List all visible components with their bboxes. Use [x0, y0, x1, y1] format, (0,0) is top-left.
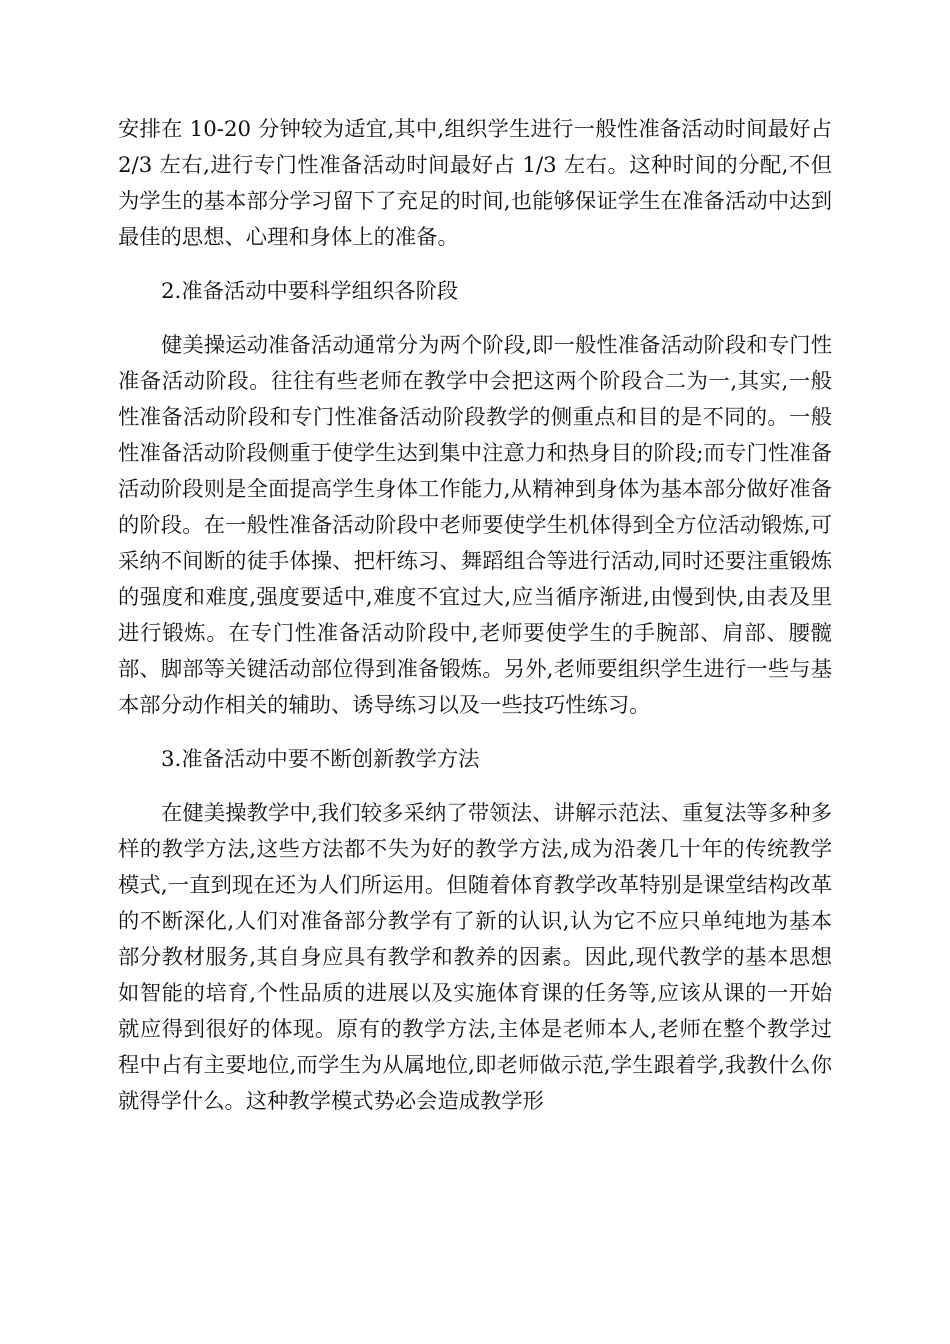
section-heading-2: 2.准备活动中要科学组织各阶段 — [161, 279, 459, 304]
paragraph-time-allocation: 安排在 10-20 分钟较为适宜,其中,组织学生进行一般性准备活动时间最好占 2/3 左右,进行专门性准备活动时间最好占 1/3 左右。这种时间的分配,不但为学生的基本部分学习留下了充足的时间,也能够保证学生在准备活动中达到最佳的思想、心理和身体上的准备。 — [118, 117, 832, 250]
paragraph-stages: 健美操运动准备活动通常分为两个阶段,即一般性准备活动阶段和专门性准备活动阶段。往往有些老师在教学中会把这两个阶段合二为一,其实,一般性准备活动阶段和专门性准备活动阶段教学的侧重点和目的是不同的。一般性准备活动阶段侧重于使学生达到集中注意力和热身目的阶段;而专门性准备活动阶段则是全面提高学生身体工作能力,从精神到身体为基本部分做好准备的阶段。在一般性准备活动阶段中老师要使学生机体得到全方位活动锻炼,可采纳不间断的徒手体操、把杆练习、舞蹈组合等进行活动,同时还要注重锻炼的强度和难度,强度要适中,难度不宜过大,应当循序渐进,由慢到快,由表及里进行锻炼。在专门性准备活动阶段中,老师要使学生的手腕部、肩部、腰髋部、脚部等关键活动部位得到准备锻炼。另外,老师要组织学生进行一些与基本部分动作相关的辅助、诱导练习以及一些技巧性练习。 — [118, 333, 832, 718]
document-page — [118, 112, 832, 1120]
section-heading-3: 3.准备活动中要不断创新教学方法 — [161, 747, 480, 772]
paragraph-teaching-methods: 在健美操教学中,我们较多采纳了带领法、讲解示范法、重复法等多种多样的教学方法,这些方法都不失为好的教学方法,成为沿袭几十年的传统教学模式,一直到现在还为人们所运用。但随着体育教学改革特别是课堂结构改革的不断深化,人们对准备部分教学有了新的认识,认为它不应只单纯地为基本部分教材服务,其自身应具有教学和教养的因素。因此,现代教学的基本思想如智能的培育,个性品质的进展以及实施体育课的任务等,应该从课的一开始就应得到很好的体现。原有的教学方法,主体是老师本人,老师在整个教学过程中占有主要地位,而学生为从属地位,即老师做示范,学生跟着学,我教什么你就得学什么。这种教学模式势必会造成教学形 — [118, 801, 832, 1114]
